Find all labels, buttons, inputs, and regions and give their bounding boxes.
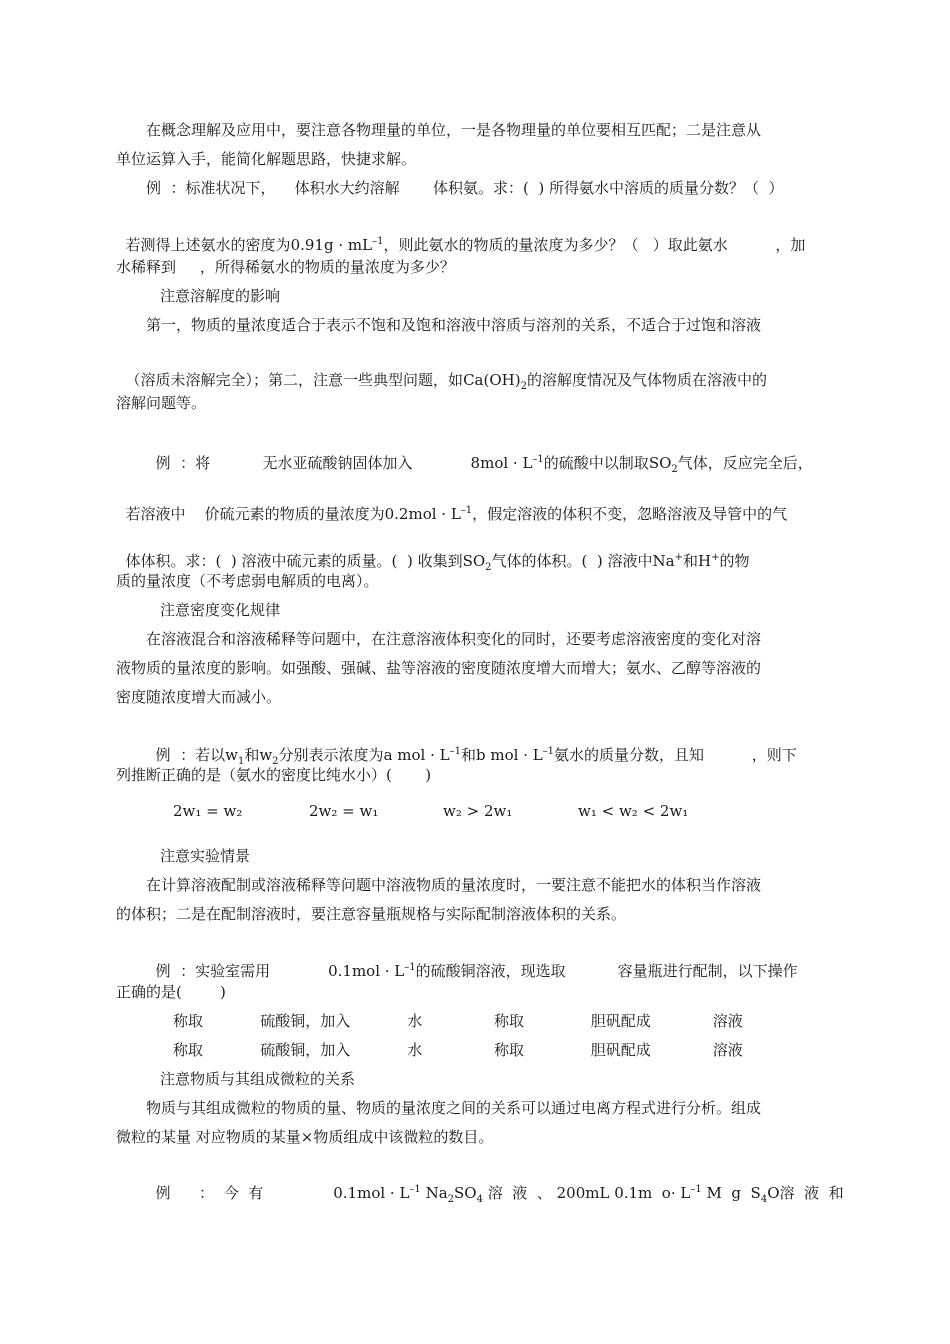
text-run: （溶质未溶解完全）；第二，注意一些典型问题，如 bbox=[125, 371, 464, 389]
superscript: –1 bbox=[532, 454, 544, 465]
paragraph-line bbox=[116, 481, 787, 525]
superscript: –1 bbox=[404, 962, 416, 973]
text-run: 和 bbox=[683, 552, 699, 570]
superscript: –1 bbox=[372, 236, 384, 247]
superscript: –1 bbox=[690, 1184, 702, 1195]
example-line bbox=[146, 430, 813, 474]
formula-na2so4: Na bbox=[425, 1184, 448, 1202]
paragraph-line: 物质与其组成微粒的物质的量、物质的量浓度之间的关系可以通过电离方程式进行分析。组成 bbox=[146, 1099, 762, 1117]
example-line bbox=[146, 938, 798, 982]
formula-so2: SO bbox=[462, 552, 486, 570]
paragraph-line: 微粒的某量 对应物质的某量×物质组成中该微粒的数目。 bbox=[116, 1128, 494, 1146]
section-heading: 注意密度变化规律 bbox=[160, 601, 281, 619]
text-run: 的硫酸铜溶液，现选取 bbox=[415, 962, 566, 980]
text-run: 若溶液中 价硫元素的物质的量浓度为 bbox=[125, 505, 385, 523]
option-a: 2w₁ = w₂ bbox=[173, 802, 243, 820]
text-run: ，假定溶液的体积不变，忽略溶液及导管中的气 bbox=[472, 505, 788, 523]
option-d: w₁ < w₂ < 2w₁ bbox=[578, 802, 689, 820]
text-run: 氨水的质量分数，且知 ，则下 bbox=[554, 746, 797, 764]
text-run: ，则此氨水的物质的量浓度为多少？（ ）取此氨水 ，加 bbox=[383, 236, 806, 254]
paragraph-line bbox=[116, 347, 767, 391]
subscript: 4 bbox=[760, 1194, 768, 1205]
paragraph-line: 密度随浓度增大而减小。 bbox=[116, 688, 282, 706]
option-b: 2w₂ = w₁ bbox=[309, 802, 379, 820]
text-run: 溶 液 和 bbox=[779, 1184, 844, 1202]
text-run: 的物 bbox=[719, 552, 750, 570]
text-run: 和 bbox=[460, 746, 476, 764]
text-run: 例 ：将 无水亚硫酸钠固体加入 bbox=[155, 454, 413, 472]
superscript: –1 bbox=[542, 746, 555, 757]
text-run: 分别表示浓度为 bbox=[278, 746, 384, 764]
text-run: 体体积。求：( ) 溶液中硫元素的质量。( ) 收集到 bbox=[125, 552, 463, 570]
text-run: 若测得上述氨水的密度为 bbox=[125, 236, 291, 254]
formula-conc: 0.1mol · L bbox=[328, 962, 405, 980]
formula-conc: 0.1mol · L bbox=[333, 1184, 410, 1202]
paragraph-line: 的体积；二是在配制溶液时，要注意容量瓶规格与实际配制溶液体积的关系。 bbox=[116, 905, 627, 923]
superscript: –1 bbox=[449, 746, 461, 757]
subscript: 4 bbox=[476, 1194, 483, 1205]
formula-na: Na bbox=[652, 552, 675, 570]
formula-w: w bbox=[225, 746, 238, 764]
subscript: 2 bbox=[520, 381, 527, 392]
example-line: 例 ：标准状况下， 体积水大约溶解 体积氨。求：( ) 所得氨水中溶质的质量分数？（ ） bbox=[146, 179, 784, 197]
paragraph-line: 水稀释到 ，所得稀氨水的物质的量浓度为多少？ bbox=[116, 258, 455, 276]
formula-conc: 0.2mol · L bbox=[384, 505, 461, 523]
formula-mgso4: O bbox=[767, 1184, 780, 1202]
formula-density: 0.91g · mL bbox=[290, 236, 373, 254]
section-heading: 注意物质与其组成微粒的关系 bbox=[160, 1070, 356, 1088]
formula-conc: 8mol · L bbox=[470, 454, 533, 472]
example-line bbox=[146, 1160, 844, 1204]
paragraph-line: 在概念理解及应用中，要注意各物理量的单位，一是各物理量的单位要相互匹配；二是注意从 bbox=[146, 121, 762, 139]
formula-conc: 200mL 0.1m o· L bbox=[556, 1184, 691, 1202]
paragraph-line bbox=[116, 212, 805, 256]
superscript: –1 bbox=[460, 505, 473, 516]
text-run: 气体的体积。( ) 溶液中 bbox=[491, 552, 653, 570]
formula-caoh2: Ca(OH) bbox=[463, 371, 521, 389]
text-run: 例 ： 今 有 bbox=[155, 1184, 264, 1202]
option-row: 称取 硫酸铜，加入 水 称取 胆矾配成 溶液 bbox=[173, 1041, 743, 1059]
paragraph-line: 单位运算入手，能简化解题思路，快捷求解。 bbox=[116, 150, 417, 168]
formula-conc: a mol · L bbox=[383, 746, 450, 764]
text-run: 溶 液 、 bbox=[487, 1184, 552, 1202]
section-heading: 注意溶解度的影响 bbox=[160, 287, 281, 305]
example-line bbox=[146, 722, 797, 766]
formula-mgso4: M g S bbox=[706, 1184, 761, 1202]
paragraph-line: 列推断正确的是（氨水的密度比纯水小）( ) bbox=[116, 766, 432, 784]
text-run: 气体，反应完全后， bbox=[677, 454, 813, 472]
formula-so2: SO bbox=[648, 454, 672, 472]
formula-h: H bbox=[698, 552, 712, 570]
section-heading: 注意实验情景 bbox=[160, 847, 251, 865]
formula-conc: b mol · L bbox=[475, 746, 543, 764]
option-row: 称取 硫酸铜，加入 水 称取 胆矾配成 溶液 bbox=[173, 1012, 743, 1030]
formula-na2so4: SO bbox=[454, 1184, 477, 1202]
paragraph-line: 第一，物质的量浓度适合于表示不饱和及饱和溶液中溶质与溶剂的关系，不适合于过饱和溶液 bbox=[146, 316, 762, 334]
subscript: 1 bbox=[237, 756, 245, 767]
text-run: 例 ：若以 bbox=[155, 746, 226, 764]
option-c: w₂ > 2w₁ bbox=[443, 802, 513, 820]
subscript: 2 bbox=[671, 464, 678, 475]
subscript: 2 bbox=[272, 756, 279, 767]
superscript: + bbox=[674, 552, 684, 563]
superscript: –1 bbox=[409, 1184, 421, 1195]
text-run: 的溶解度情况及气体物质在溶液中的 bbox=[526, 371, 767, 389]
text-run: 和 bbox=[244, 746, 260, 764]
paragraph-line: 液物质的量浓度的影响。如强酸、强碱、盐等溶液的密度随浓度增大而增大；氨水、乙醇等溶液的 bbox=[116, 659, 762, 677]
superscript: + bbox=[711, 552, 720, 563]
subscript: 2 bbox=[485, 562, 492, 573]
text-run: 例 ：实验室需用 bbox=[155, 962, 271, 980]
paragraph-line: 溶解问题等。 bbox=[116, 394, 207, 412]
formula-w: w bbox=[259, 746, 273, 764]
paragraph-line bbox=[116, 528, 750, 572]
subscript: 2 bbox=[447, 1194, 455, 1205]
text-run: 的硫酸中以制取 bbox=[543, 454, 649, 472]
text-run: 容量瓶进行配制，以下操作 bbox=[617, 962, 798, 980]
paragraph-line: 在溶液混合和溶液稀释等问题中，在注意溶液体积变化的同时，还要考虑溶液密度的变化对溶 bbox=[146, 630, 762, 648]
paragraph-line: 质的量浓度（不考虑弱电解质的电离）。 bbox=[116, 572, 379, 590]
paragraph-line: 在计算溶液配制或溶液稀释等问题中溶液物质的量浓度时，一要注意不能把水的体积当作溶液 bbox=[146, 876, 762, 894]
paragraph-line: 正确的是( ) bbox=[116, 983, 226, 1001]
